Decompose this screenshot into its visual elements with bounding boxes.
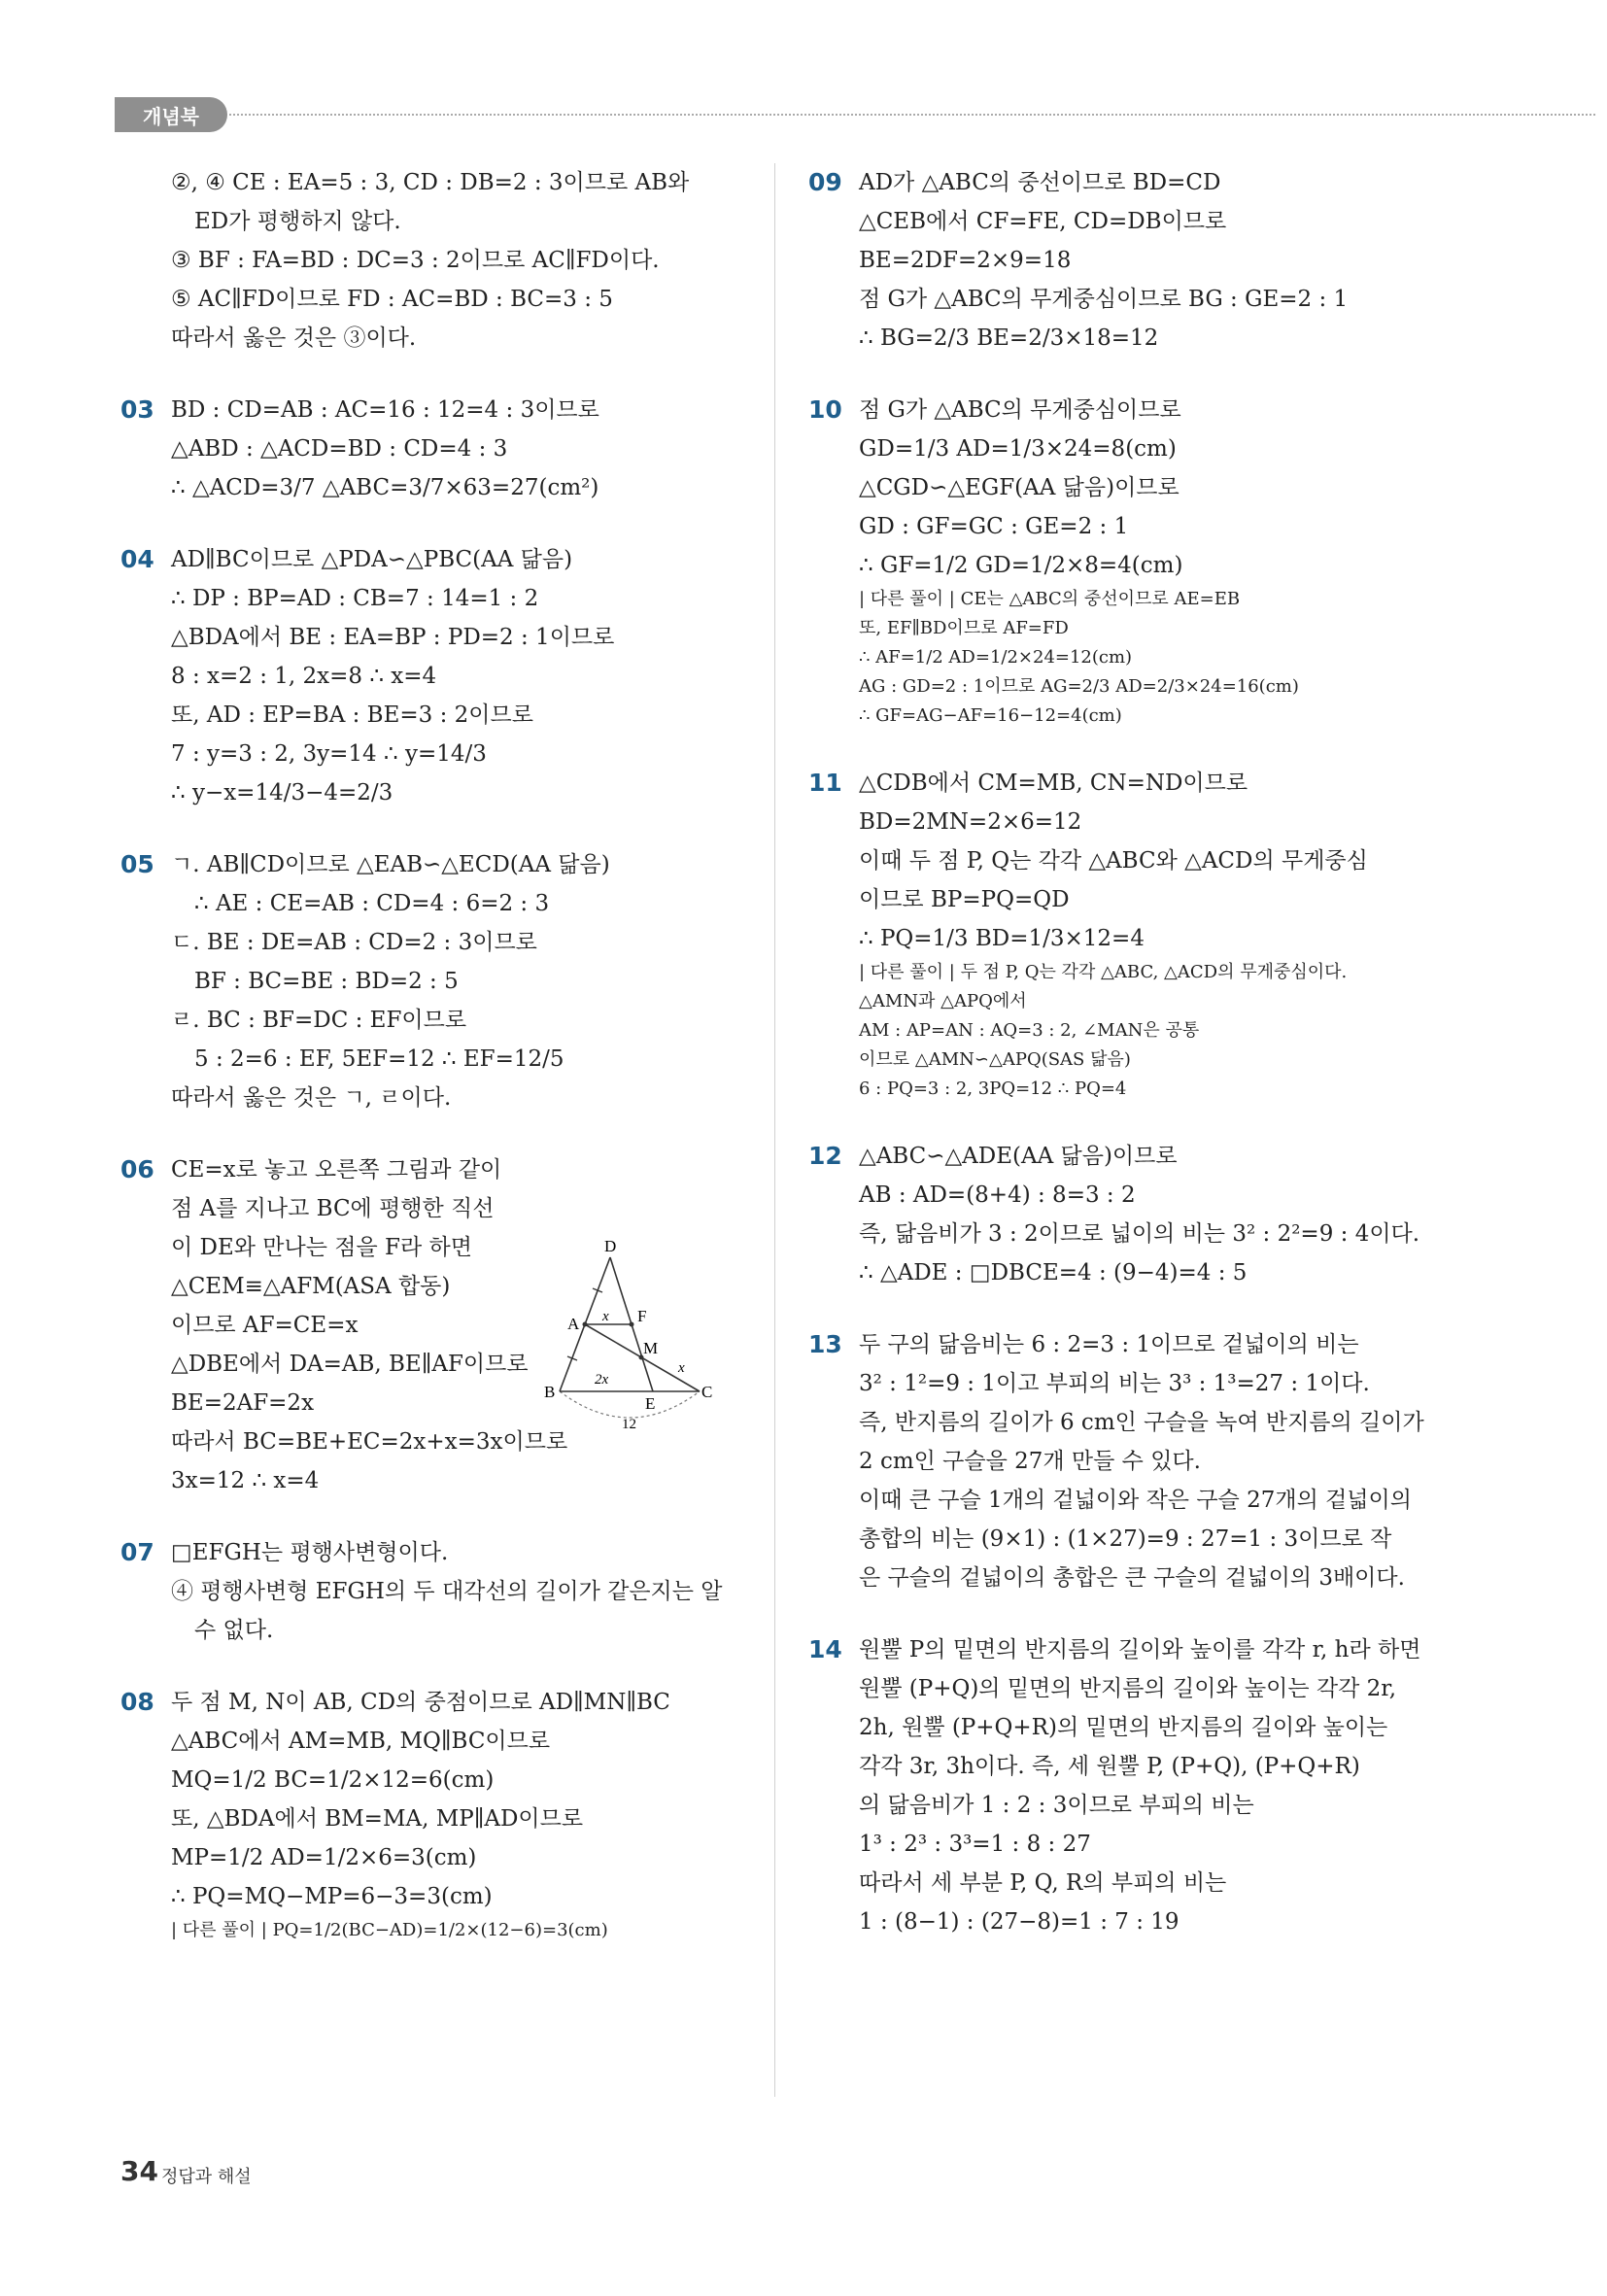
label-ec-x: x bbox=[678, 1360, 685, 1376]
solution-line: △ABD : △ACD=BD : CD=4 : 3 bbox=[171, 436, 508, 462]
problem-number: 10 bbox=[808, 395, 842, 424]
solution-line: 원뿔 (P+Q)의 밑면의 반지름의 길이와 높이는 각각 2r, bbox=[859, 1676, 1397, 1701]
solution-line: △CGD∽△EGF(AA 닮음)이므로 bbox=[859, 475, 1180, 500]
solution-line: 두 구의 닮음비는 6 : 2=3 : 1이므로 겉넓이의 비는 bbox=[859, 1332, 1359, 1357]
alt-line: 또, EF∥BD이므로 AF=FD bbox=[859, 618, 1069, 638]
solution-line: 이때 두 점 P, Q는 각각 △ABC와 △ACD의 무게중심 bbox=[859, 848, 1368, 874]
solution-03 bbox=[120, 391, 747, 507]
solution-line: △ABC∽△ADE(AA 닮음)이므로 bbox=[859, 1144, 1178, 1169]
label-be-2x: 2x bbox=[595, 1372, 609, 1388]
solution-line: 각각 3r, 3h이다. 즉, 세 원뿔 P, (P+Q), (P+Q+R) bbox=[859, 1754, 1360, 1779]
solution-line: 1³ : 2³ : 3³=1 : 8 : 27 bbox=[859, 1832, 1091, 1857]
solution-line: 점 G가 △ABC의 무게중심이므로 BG : GE=2 : 1 bbox=[859, 287, 1349, 312]
label-m: M bbox=[643, 1339, 659, 1357]
label-f: F bbox=[637, 1307, 647, 1325]
label-c: C bbox=[701, 1383, 713, 1401]
solution-line: BD=2MN=2×6=12 bbox=[859, 809, 1082, 835]
solution-04 bbox=[120, 540, 747, 812]
solution-line: 8 : x=2 : 1, 2x=8 ∴ x=4 bbox=[171, 664, 437, 689]
solution-line: 두 점 M, N이 AB, CD의 중점이므로 AD∥MN∥BC bbox=[171, 1690, 670, 1715]
alternative-solution bbox=[171, 1916, 747, 1945]
problem-number: 13 bbox=[808, 1330, 842, 1358]
solution-line: 총합의 비는 (9×1) : (1×27)=9 : 27=1 : 3이므로 작 bbox=[859, 1526, 1392, 1552]
solution-line: BF : BC=BE : BD=2 : 5 bbox=[194, 969, 459, 994]
solution-line: △BDA에서 BE : EA=BP : PD=2 : 1이므로 bbox=[171, 625, 615, 650]
solution-line: MP=1/2 AD=1/2×6=3(cm) bbox=[171, 1845, 477, 1870]
solution-05 bbox=[120, 845, 747, 1117]
solution-line: ㄹ. BC : BF=DC : EF이므로 bbox=[171, 1008, 467, 1033]
solution-line: 또, △BDA에서 BM=MA, MP∥AD이므로 bbox=[171, 1806, 584, 1832]
solution-line: BD : CD=AB : AC=16 : 12=4 : 3이므로 bbox=[171, 397, 599, 423]
solution-08 bbox=[120, 1683, 747, 1945]
page-number: 34 bbox=[120, 2155, 158, 2187]
solution-line: 따라서 BC=BE+EC=2x+x=3x이므로 bbox=[171, 1429, 568, 1455]
solution-line: 따라서 옳은 것은 ㄱ, ㄹ이다. bbox=[171, 1085, 452, 1111]
alt-line: | 다른 풀이 | PQ=1/2(BC−AD)=1/2×(12−6)=3(cm) bbox=[171, 1920, 608, 1940]
solution-line: ②, ④ CE : EA=5 : 3, CD : DB=2 : 3이므로 AB와 bbox=[171, 170, 690, 195]
solution-line: ∴ DP : BP=AD : CB=7 : 14=1 : 2 bbox=[171, 586, 539, 611]
problem-number: 03 bbox=[120, 395, 154, 424]
solution-line: ∴ BG=2/3 BE=2/3×18=12 bbox=[859, 326, 1159, 351]
solution-body bbox=[171, 163, 747, 358]
problem-number: 04 bbox=[120, 545, 154, 573]
solution-line: AB : AD=(8+4) : 8=3 : 2 bbox=[859, 1182, 1136, 1208]
solution-line: ∴ △ACD=3/7 △ABC=3/7×63=27(cm²) bbox=[171, 475, 599, 500]
footer-label: 정답과 해설 bbox=[161, 2167, 252, 2187]
point-f bbox=[630, 1322, 634, 1327]
problem-number: 11 bbox=[808, 769, 842, 797]
solution-line: 이므로 BP=PQ=QD bbox=[859, 887, 1070, 912]
solution-09 bbox=[808, 163, 1430, 358]
solution-line: 점 G가 △ABC의 무게중심이므로 bbox=[859, 397, 1181, 423]
solution-line: 이 DE와 만나는 점을 F라 하면 bbox=[171, 1235, 472, 1260]
solution-line: BE=2AF=2x bbox=[171, 1390, 315, 1416]
label-af-x: x bbox=[602, 1309, 609, 1324]
solution-line: MQ=1/2 BC=1/2×12=6(cm) bbox=[171, 1767, 495, 1793]
solution-line: AD가 △ABC의 중선이므로 BD=CD bbox=[859, 170, 1221, 195]
solution-line: 3² : 1²=9 : 1이고 부피의 비는 3³ : 1³=27 : 1이다. bbox=[859, 1371, 1370, 1396]
section-tab: 개념북 bbox=[115, 97, 227, 132]
solution-line: 점 A를 지나고 BC에 평행한 직선 bbox=[171, 1196, 495, 1221]
solution-line: 수 없다. bbox=[194, 1618, 274, 1643]
solution-line: ED가 평행하지 않다. bbox=[194, 209, 401, 234]
solution-line: △ABC에서 AM=MB, MQ∥BC이므로 bbox=[171, 1729, 551, 1754]
problem-number: 08 bbox=[120, 1688, 154, 1716]
solution-line: 은 구슬의 겉넓이의 총합은 큰 구슬의 겉넓이의 3배이다. bbox=[859, 1565, 1405, 1591]
solution-line: △CEM≡△AFM(ASA 합동) bbox=[171, 1274, 451, 1299]
solution-14 bbox=[808, 1630, 1430, 1941]
solution-line: 이때 큰 구슬 1개의 겉넓이와 작은 구슬 27개의 겉넓이의 bbox=[859, 1488, 1412, 1513]
alt-line: △AMN과 △APQ에서 bbox=[859, 991, 1027, 1011]
solution-line: ∴ △ADE : □DBCE=4 : (9−4)=4 : 5 bbox=[859, 1260, 1248, 1285]
alt-line: 이므로 △AMN∽△APQ(SAS 닮음) bbox=[859, 1049, 1131, 1070]
solution-line: □EFGH는 평행사변형이다. bbox=[171, 1540, 449, 1565]
solution-line: ∴ PQ=1/3 BD=1/3×12=4 bbox=[859, 926, 1145, 951]
solution-line: ∴ AE : CE=AB : CD=4 : 6=2 : 3 bbox=[194, 891, 550, 916]
solution-11 bbox=[808, 764, 1430, 1104]
solution-line: 이므로 AF=CE=x bbox=[171, 1313, 359, 1338]
label-a: A bbox=[567, 1315, 580, 1333]
solution-line: ∴ PQ=MQ−MP=6−3=3(cm) bbox=[171, 1884, 493, 1909]
problem-number: 09 bbox=[808, 168, 842, 196]
alt-line: | 다른 풀이 | CE는 △ABC의 중선이므로 AE=EB bbox=[859, 589, 1241, 609]
solution-line: 7 : y=3 : 2, 3y=14 ∴ y=14/3 bbox=[171, 741, 487, 767]
solution-line: 5 : 2=6 : EF, 5EF=12 ∴ EF=12/5 bbox=[194, 1046, 564, 1072]
alt-line: ∴ GF=AG−AF=16−12=4(cm) bbox=[859, 705, 1122, 726]
solution-line: GD=1/3 AD=1/3×24=8(cm) bbox=[859, 436, 1177, 462]
alternative-solution bbox=[859, 958, 1430, 1104]
alt-line: ∴ AF=1/2 AD=1/2×24=12(cm) bbox=[859, 647, 1133, 668]
solution-line: ∴ y−x=14/3−4=2/3 bbox=[171, 780, 393, 805]
bc-length-arc bbox=[560, 1391, 700, 1418]
left-column bbox=[120, 163, 747, 1978]
solution-12 bbox=[808, 1137, 1430, 1292]
solution-line: △CDB에서 CM=MB, CN=ND이므로 bbox=[859, 771, 1248, 796]
solution-line: AD∥BC이므로 △PDA∽△PBC(AA 닮음) bbox=[171, 547, 573, 572]
alternative-solution bbox=[859, 585, 1430, 731]
header-rule bbox=[229, 114, 1595, 116]
solution-line: 즉, 닮음비가 3 : 2이므로 넓이의 비는 3² : 2²=9 : 4이다. bbox=[859, 1221, 1420, 1247]
solution-line: ⑤ AC∥FD이므로 FD : AC=BD : BC=3 : 5 bbox=[171, 287, 613, 312]
label-d: D bbox=[604, 1240, 617, 1255]
solution-line: ∴ GF=1/2 GD=1/2×8=4(cm) bbox=[859, 553, 1183, 578]
solution-line: 원뿔 P의 밑면의 반지름의 길이와 높이를 각각 r, h라 하면 bbox=[859, 1637, 1421, 1662]
alt-line: 6 : PQ=3 : 2, 3PQ=12 ∴ PQ=4 bbox=[859, 1079, 1127, 1099]
solution-07 bbox=[120, 1533, 747, 1650]
problem-number: 06 bbox=[120, 1155, 154, 1183]
point-a bbox=[583, 1322, 588, 1327]
solution-13 bbox=[808, 1325, 1430, 1597]
label-b: B bbox=[544, 1383, 556, 1401]
solution-line: 따라서 옳은 것은 ③이다. bbox=[171, 326, 417, 351]
solution-line: GD : GF=GC : GE=2 : 1 bbox=[859, 514, 1129, 539]
solution-10 bbox=[808, 391, 1430, 731]
solution-line: △CEB에서 CF=FE, CD=DB이므로 bbox=[859, 209, 1227, 234]
problem-number: 07 bbox=[120, 1538, 154, 1566]
column-divider bbox=[774, 163, 775, 2097]
solution-02-continued bbox=[120, 163, 747, 358]
solution-line: ④ 평행사변형 EFGH의 두 대각선의 길이가 같은지는 알 bbox=[171, 1579, 723, 1604]
alt-line: | 다른 풀이 | 두 점 P, Q는 각각 △ABC, △ACD의 무게중심이다. bbox=[859, 962, 1348, 982]
problem-number: 14 bbox=[808, 1635, 842, 1663]
solution-line: 따라서 세 부분 P, Q, R의 부피의 비는 bbox=[859, 1870, 1227, 1896]
solution-line: ㄱ. AB∥CD이므로 △EAB∽△ECD(AA 닮음) bbox=[171, 852, 610, 877]
label-bc-12: 12 bbox=[622, 1417, 636, 1430]
solution-line: BE=2DF=2×9=18 bbox=[859, 248, 1072, 273]
alt-line: AG : GD=2 : 1이므로 AG=2/3 AD=2/3×24=16(cm) bbox=[859, 676, 1299, 697]
problem-number: 12 bbox=[808, 1142, 842, 1170]
label-e: E bbox=[645, 1394, 656, 1413]
solution-line: 2 cm인 구슬을 27개 만들 수 있다. bbox=[859, 1449, 1201, 1474]
solution-line: 또, AD : EP=BA : BE=3 : 2이므로 bbox=[171, 703, 533, 728]
solution-line: 2h, 원뿔 (P+Q+R)의 밑면의 반지름의 길이와 높이는 bbox=[859, 1715, 1388, 1740]
solution-line: CE=x로 놓고 오른쪽 그림과 같이 bbox=[171, 1157, 502, 1182]
problem-number: 05 bbox=[120, 850, 154, 878]
alt-line: AM : AP=AN : AQ=3 : 2, ∠MAN은 공통 bbox=[859, 1020, 1200, 1041]
solution-line: 즉, 반지름의 길이가 6 cm인 구슬을 녹여 반지름의 길이가 bbox=[859, 1410, 1424, 1435]
solution-line: 3x=12 ∴ x=4 bbox=[171, 1468, 320, 1493]
right-column bbox=[808, 163, 1430, 1974]
solution-line: ③ BF : FA=BD : DC=3 : 2이므로 AC∥FD이다. bbox=[171, 248, 660, 273]
triangle-figure bbox=[532, 1240, 736, 1430]
solution-line: 1 : (8−1) : (27−8)=1 : 7 : 19 bbox=[859, 1909, 1180, 1935]
solution-line: △DBE에서 DA=AB, BE∥AF이므로 bbox=[171, 1352, 529, 1377]
solution-line: ㄷ. BE : DE=AB : CD=2 : 3이므로 bbox=[171, 930, 537, 955]
solution-line: 의 닮음비가 1 : 2 : 3이므로 부피의 비는 bbox=[859, 1793, 1254, 1818]
